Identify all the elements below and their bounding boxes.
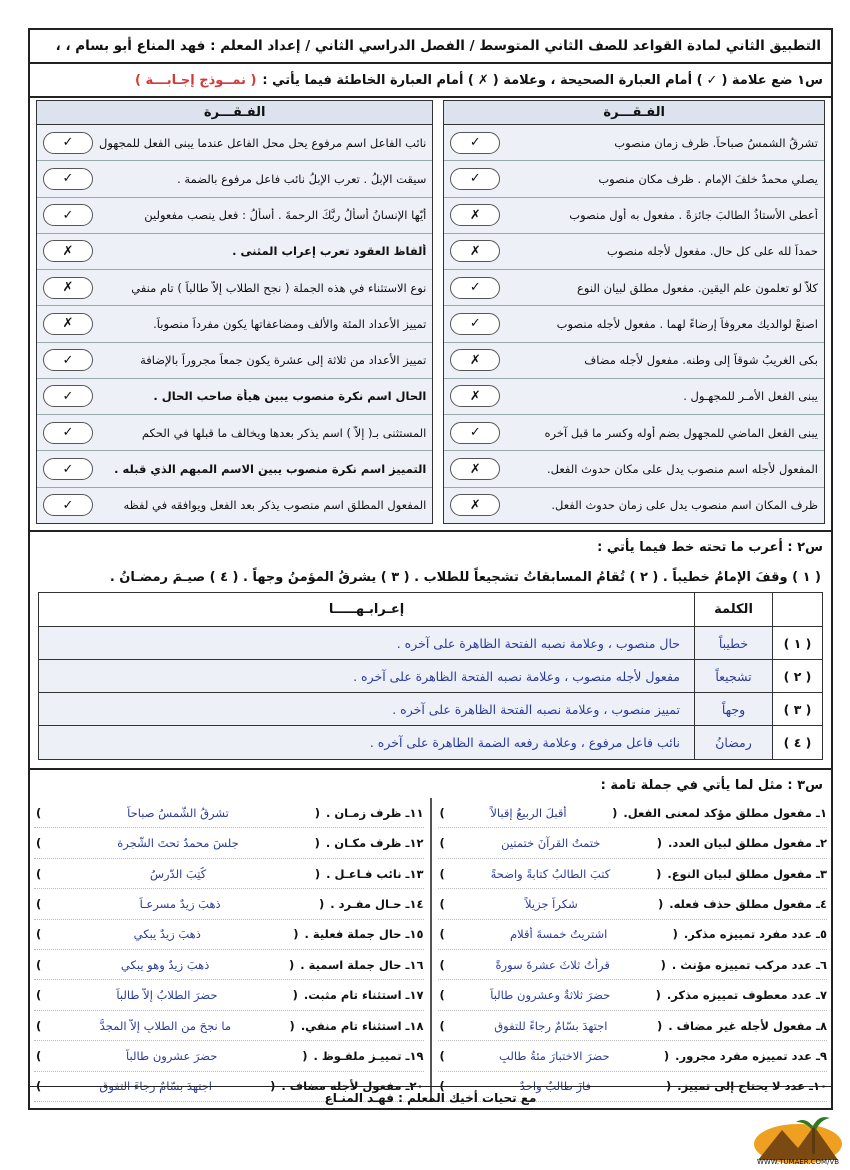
open-paren: ( xyxy=(270,1079,276,1094)
q1-statement-row xyxy=(444,451,824,487)
q3-item-example: قرأتُ ثلاثَ عشرةَ سورةً xyxy=(495,957,610,972)
q1-statement-text: ألفاظ العقود تعرب إعراب المثنى . xyxy=(232,244,427,259)
q1-answer-mark: ✓ xyxy=(43,422,93,444)
q3-item-label: ١٨ـ استثناء تام منفي. xyxy=(300,1018,424,1033)
q2-row-number: ( ٤ ) xyxy=(772,726,822,759)
q1-statement-row xyxy=(37,270,432,306)
q3-item-label: ٨ـ مفعول لأجله غير مضاف . xyxy=(668,1018,827,1033)
q1-statement-row xyxy=(37,198,432,234)
close-paren: ) xyxy=(36,957,42,972)
q2-instruction xyxy=(30,532,831,562)
q3-item-row xyxy=(438,1011,828,1041)
q1-statement-text: تشرقُ الشمسُ صباحاً. ظرف زمان منصوب xyxy=(614,135,818,150)
sample-answer-label: ( نمــوذج إجـابـــة ) xyxy=(135,72,257,88)
q3-item-row xyxy=(438,859,828,889)
close-paren: ) xyxy=(439,1048,445,1063)
footer-text: مع تحيات أخيك المعلم : فهـد المنـاع xyxy=(324,1090,537,1105)
q2-row-number: ( ٣ ) xyxy=(772,693,822,725)
q1-statement-text: كلاّ لو تعلمون علم اليقين. مفعول مطلق لبيان النوع xyxy=(577,280,818,295)
close-paren: ) xyxy=(36,866,42,881)
q1-statement-text: يبنى الفعل الماضي للمجهول بضم أوله وكسر ما قبل آخره xyxy=(544,425,818,440)
q3-item-row xyxy=(34,920,424,950)
q1-statement-text: المستثنى بـ( إلاّ ) اسم يذكر بعدها ويخالف ما قبلها في الحكم xyxy=(141,425,427,440)
open-paren: ( xyxy=(302,1048,308,1063)
q1-statement-row xyxy=(37,451,432,487)
q2-row-irab: مفعول لأجله منصوب ، وعلامة نصبه الفتحة الظاهرة على آخره . xyxy=(353,668,680,684)
q3-grid xyxy=(34,798,827,1102)
q1-statement-text: نوع الاستثناء في هذه الجملة ( نجح الطلاب إلاّ طالباً ) تام منفي xyxy=(131,280,427,295)
q1-statement-row xyxy=(37,343,432,379)
q2-table-header xyxy=(39,593,822,627)
q1-tables xyxy=(36,100,825,524)
q3-item-label: ١٩ـ تمييـز ملفـوظ . xyxy=(313,1048,424,1063)
close-paren: ) xyxy=(439,866,445,881)
q3-item-example: جلسَ محمدٌ تحتَ الشّجرة xyxy=(117,836,239,851)
open-paren: ( xyxy=(656,866,662,881)
close-paren: ) xyxy=(36,927,42,942)
q3-right-column xyxy=(438,798,828,1102)
q3-item-label: ١٣ـ نائب فـاعـل . xyxy=(326,866,424,881)
q1-right-column xyxy=(443,100,825,524)
open-paren: ( xyxy=(318,896,325,911)
q1-answer-mark: ✓ xyxy=(43,385,93,407)
q1-statement-text: التمييز اسم نكرة منصوب يبين الاسم المبهم الذي قبله . xyxy=(114,462,427,477)
q3-item-label: ١٥ـ حال جملة فعلية . xyxy=(304,927,424,942)
q1-instruction-end: ) أمام العبارة الخاطئة فيما يأتي : xyxy=(262,72,474,88)
q1-instruction-start: س١ ضع علامة ( xyxy=(721,72,823,88)
q3-item-label: ٥ـ عدد مفرد تمييزه مذكر. xyxy=(683,927,827,942)
q1-statement-row xyxy=(37,234,432,270)
open-paren: ( xyxy=(314,836,320,851)
q1-answer-mark: ✓ xyxy=(43,458,93,480)
close-paren: ) xyxy=(439,836,445,851)
close-paren: ) xyxy=(439,896,445,911)
q3-item-row xyxy=(34,859,424,889)
q3-item-row xyxy=(438,980,828,1010)
q1-answer-mark: ✓ xyxy=(450,132,500,154)
q3-item-row xyxy=(438,798,828,828)
open-paren: ( xyxy=(663,1048,670,1063)
q1-answer-mark: ✗ xyxy=(450,240,500,262)
q3-item-label: ١٢ـ ظرف مكـان . xyxy=(325,836,424,851)
q2-row-number: ( ١ ) xyxy=(772,627,822,659)
q3-item-example: اجتهدَ بسّامٌ رجاءً للتفوق xyxy=(494,1018,608,1033)
close-paren: ) xyxy=(439,805,445,820)
q3-item-example: ذهبَ زيدٌ وهو يبكي xyxy=(120,957,210,972)
q1-answer-mark: ✓ xyxy=(450,168,500,190)
q3-item-example: ذهبَ زيدٌ يبكي xyxy=(133,927,201,942)
open-paren: ( xyxy=(314,866,321,881)
open-paren: ( xyxy=(293,927,299,942)
close-paren: ) xyxy=(36,896,42,911)
q3-item-row xyxy=(34,889,424,919)
q1-statement-text: نائب الفاعل اسم مرفوع يحل محل الفاعل عندما يبنى الفعل للمجهول xyxy=(99,135,427,150)
q3-item-example: حضرَ ثلاثةٌ وعشرون طالباً xyxy=(490,988,611,1003)
q3-item-example: حضرَ عشرون طالباً xyxy=(126,1048,218,1063)
q2-row-irab: حال منصوب ، وعلامة نصبه الفتحة الظاهرة على آخره . xyxy=(396,635,680,651)
q1-answer-mark: ✓ xyxy=(450,422,500,444)
open-paren: ( xyxy=(666,1079,672,1094)
q1-statement-row xyxy=(444,161,824,197)
open-paren: ( xyxy=(292,988,298,1003)
q1-left-column xyxy=(36,100,433,524)
q2-row-irab: نائب فاعل مرفوع ، وعلامة رفعه الضمة الظاهرة على آخره . xyxy=(369,735,680,750)
open-paren: ( xyxy=(288,957,295,972)
q3-item-label: ٢ـ مفعول مطلق لبيان العدد. xyxy=(668,836,827,851)
q3-item-row xyxy=(438,920,828,950)
q3-item-label: ١١ـ ظرف زمـان . xyxy=(325,805,424,820)
q3-item-label: ١٧ـ استثناء تام مثبت. xyxy=(303,988,424,1003)
q3-item-label: ١٤ـ حـال مفـرد . xyxy=(330,896,424,911)
check-mark-icon: ✓ xyxy=(706,72,718,88)
q2-table xyxy=(38,592,823,760)
q3-item-example: كتبَ الطالبُ كتابةً واضحةً xyxy=(490,866,611,881)
q1-statement-text: حمداً لله على كل حال. مفعول لأجله منصوب xyxy=(607,244,818,259)
q1-statement-text: أيّها الإنسانُ أسألُ ربَّكَ الرحمةَ . أسألُ : فعل ينصب مفعولين xyxy=(144,208,427,223)
q3-item-example: ذهبَ زيدٌ مسرعـاً xyxy=(139,896,221,911)
q2-header-irab: إعـرابـهـــــا xyxy=(328,602,405,617)
q1-answer-mark: ✗ xyxy=(43,313,93,335)
q3-item-example: اجتهدَ بسّامٌ رجاءَ التفوقِ xyxy=(99,1079,212,1094)
q1-statement-text: اصنعْ لوالديك معروفاً إرضاءً لهما . مفعول لأجله منصوب xyxy=(556,316,818,331)
q3-item-example: اشتريتُ خمسةَ أقلامٍ xyxy=(510,927,608,942)
q3-item-row xyxy=(34,950,424,980)
q1-statement-row xyxy=(444,488,824,523)
close-paren: ) xyxy=(36,1048,42,1063)
q3-item-example: تشرقُ الشّمسُ صباحاً xyxy=(127,805,229,820)
q3-item-row xyxy=(438,950,828,980)
site-logo xyxy=(752,1108,844,1166)
q3-item-example: ختمتُ القرآنَ ختمتين xyxy=(501,836,601,851)
q3-item-label: ٩ـ عدد تمييزه مفرد مجرور. xyxy=(675,1048,827,1063)
q3-item-label: ١٠ـ عدد لا يحتاج إلى تمييز. xyxy=(677,1079,827,1094)
q1-statement-row xyxy=(444,379,824,415)
close-paren: ) xyxy=(439,1018,445,1033)
q3-item-row xyxy=(438,828,828,858)
cross-mark-icon: ✗ xyxy=(477,72,489,88)
q3-item-example: فازَ طالبٌ واحدٌ xyxy=(519,1079,591,1094)
open-paren: ( xyxy=(289,1018,295,1033)
q1-answer-mark: ✗ xyxy=(450,458,500,480)
q2-table-row xyxy=(39,660,822,693)
q1-answer-mark: ✓ xyxy=(43,132,93,154)
q2-row-word: تشجيعاً xyxy=(694,660,772,692)
q1-statement-text: الحال اسم نكرة منصوب يبين هيأة صاحب الحال . xyxy=(153,389,427,404)
q2-sentences-text: ( ١ ) وقفَ الإمامُ خطيباً . ( ٢ ) تُقامُ المسابقاتُ تشجيعاً للطلاب . ( ٣ ) يشرقُ المؤمنُ وجهاً . ( ٤ ) صيـمَ رمضـانُ . xyxy=(109,569,821,585)
q2-row-word: رمضانُ xyxy=(694,726,772,759)
q1-statement-row xyxy=(444,343,824,379)
q3-section xyxy=(30,768,831,1108)
q1-answer-mark: ✗ xyxy=(450,494,500,516)
worksheet-page xyxy=(28,28,833,1110)
q1-instruction-mid: ) أمام العبارة الصحيحة ، وعلامة ( xyxy=(492,72,703,88)
q1-instruction xyxy=(30,64,831,98)
q3-item-label: ٤ـ مفعول مطلق حذف فعله. xyxy=(669,896,827,911)
worksheet-title: التطبيق الثاني لمادة القواعد للصف الثاني المتوسط / الفصل الدراسي الثاني / إعداد المعلم : فهد المناع أبو بسام ، ، xyxy=(55,38,821,54)
q1-statement-text: بكى الغريبُ شوقاً إلى وطنه. مفعول لأجله مضاف xyxy=(584,353,818,368)
q1-statement-text: يصلي محمدٌ خلفَ الإمام . ظرف مكان منصوب xyxy=(598,171,818,186)
q1-statement-row xyxy=(444,125,824,161)
open-paren: ( xyxy=(657,896,664,911)
q1-statement-row xyxy=(37,161,432,197)
q1-statement-text: تمييز الأعداد المئة والألف ومضاعفاتها يكون مفرداً منصوباً. xyxy=(153,316,427,331)
q3-item-row xyxy=(34,980,424,1010)
footer xyxy=(30,1086,831,1108)
q1-statement-text: سيقت الإبلُ . تعرب الإبلُ نائب فاعل مرفوع بالضمة . xyxy=(177,171,427,186)
q3-item-label: ٣ـ مفعول مطلق لبيان النوع. xyxy=(667,866,827,881)
q3-item-example: أقبلَ الربيعُ إقبالاً xyxy=(490,805,567,820)
q1-statement-row xyxy=(444,306,824,342)
q2-sentences xyxy=(30,562,831,592)
q2-row-irab: تمييز منصوب ، وعلامة نصبه الفتحة الظاهرة على آخره . xyxy=(392,701,680,717)
q2-header-num xyxy=(772,593,822,626)
q3-item-row xyxy=(34,1011,424,1041)
q1-answer-mark: ✓ xyxy=(43,204,93,226)
q1-answer-mark: ✗ xyxy=(450,385,500,407)
q1-statement-row xyxy=(37,125,432,161)
q1-right-column-title: الفـقـــرة xyxy=(444,101,824,125)
q2-table-row xyxy=(39,693,822,726)
open-paren: ( xyxy=(656,1018,663,1033)
q3-item-label: ١ـ مفعول مطلق مؤكد لمعنى الفعل. xyxy=(623,805,827,820)
q3-item-example: ما نجحَ من الطلابِ إلاّ المجدُّ xyxy=(99,1018,232,1033)
q1-answer-mark: ✗ xyxy=(43,277,93,299)
q1-statement-text: تمييز الأعداد من ثلاثة إلى عشرة يكون جمعاً مجروراً بالإضافة xyxy=(140,353,427,368)
q3-item-label: ١٦ـ حال جملة اسمية . xyxy=(300,957,424,972)
q2-row-word: خطيباً xyxy=(694,627,772,659)
close-paren: ) xyxy=(439,927,445,942)
q3-item-label: ٧ـ عدد معطوف تمييزه مذكر. xyxy=(666,988,827,1003)
close-paren: ) xyxy=(36,836,42,851)
open-paren: ( xyxy=(656,836,663,851)
q1-statement-row xyxy=(37,488,432,523)
q1-answer-mark: ✓ xyxy=(43,349,93,371)
q2-instruction-text: س٢ : أعرب ما تحته خط فيما يأتي : xyxy=(597,539,823,555)
open-paren: ( xyxy=(314,805,320,820)
q1-statement-row xyxy=(444,198,824,234)
close-paren: ) xyxy=(36,805,42,820)
q2-row-number: ( ٢ ) xyxy=(772,660,822,692)
q3-item-row xyxy=(438,1041,828,1071)
q3-item-example: شكراً جزيلاً xyxy=(525,896,578,911)
q1-answer-mark: ✓ xyxy=(43,494,93,516)
q1-statement-text: ظرف المكان اسم منصوب يدل على زمان حدوث الفعل. xyxy=(551,498,818,513)
q3-item-row xyxy=(34,798,424,828)
q1-answer-mark: ✓ xyxy=(450,313,500,335)
logo-caption: WWW.TUMAER.COM/VB xyxy=(756,1158,840,1166)
q1-answer-mark: ✗ xyxy=(43,240,93,262)
open-paren: ( xyxy=(612,805,618,820)
q3-item-label: ٦ـ عدد مركب تمييزه مؤنث . xyxy=(671,957,827,972)
q3-item-label: ٢٠ـ مفعول لأجله مضاف . xyxy=(281,1079,424,1094)
q3-instruction xyxy=(30,770,831,800)
q1-statement-row xyxy=(444,270,824,306)
open-paren: ( xyxy=(655,988,661,1003)
q3-item-row xyxy=(34,828,424,858)
q3-instruction-text: س٣ : مثل لما يأتي في جملة تامة : xyxy=(600,777,823,793)
q1-statement-text: المفعول المطلق اسم منصوب يذكر بعد الفعل ويوافقه في لفظه xyxy=(123,498,427,513)
close-paren: ) xyxy=(36,1018,42,1033)
q1-statement-row xyxy=(37,379,432,415)
q1-answer-mark: ✗ xyxy=(450,204,500,226)
close-paren: ) xyxy=(36,1079,42,1094)
q2-row-word: وجهاً xyxy=(694,693,772,725)
q1-statement-row xyxy=(444,234,824,270)
logo-palm-trunk xyxy=(812,1128,815,1154)
q3-item-row xyxy=(438,889,828,919)
q2-table-row xyxy=(39,627,822,660)
q3-left-column xyxy=(34,798,424,1102)
close-paren: ) xyxy=(36,988,42,1003)
worksheet-header xyxy=(30,30,831,64)
q1-answer-mark: ✓ xyxy=(43,168,93,190)
close-paren: ) xyxy=(439,988,445,1003)
q1-answer-mark: ✗ xyxy=(450,349,500,371)
q2-header-word: الكلمة xyxy=(694,593,772,626)
q3-item-example: حضرَ الاختبارَ مئةُ طالبٍ xyxy=(499,1048,610,1063)
open-paren: ( xyxy=(660,957,666,972)
q1-statement-row xyxy=(37,306,432,342)
q3-divider xyxy=(430,798,432,1102)
open-paren: ( xyxy=(672,927,678,942)
close-paren: ) xyxy=(439,957,445,972)
q1-statement-row xyxy=(37,415,432,451)
q1-statement-text: أعطى الأستاذُ الطالبَ جائزةً . مفعول به أول منصوب xyxy=(569,208,818,223)
q2-section xyxy=(30,530,831,766)
q3-item-row xyxy=(34,1041,424,1071)
q1-statement-text: يبنى الفعل الأمـر للمجهـول . xyxy=(683,389,818,404)
q1-statement-row xyxy=(444,415,824,451)
q1-answer-mark: ✓ xyxy=(450,277,500,299)
q3-item-example: حضرَ الطلابُ إلاّ طالباً xyxy=(116,988,218,1003)
q1-left-column-title: الفـقـــرة xyxy=(37,101,432,125)
q2-table-row xyxy=(39,726,822,759)
q1-statement-text: المفعول لأجله اسم منصوب يدل على مكان حدوث الفعل. xyxy=(546,462,818,477)
q3-item-example: كُتِبَ الدّرسُ xyxy=(149,866,207,881)
close-paren: ) xyxy=(439,1079,445,1094)
